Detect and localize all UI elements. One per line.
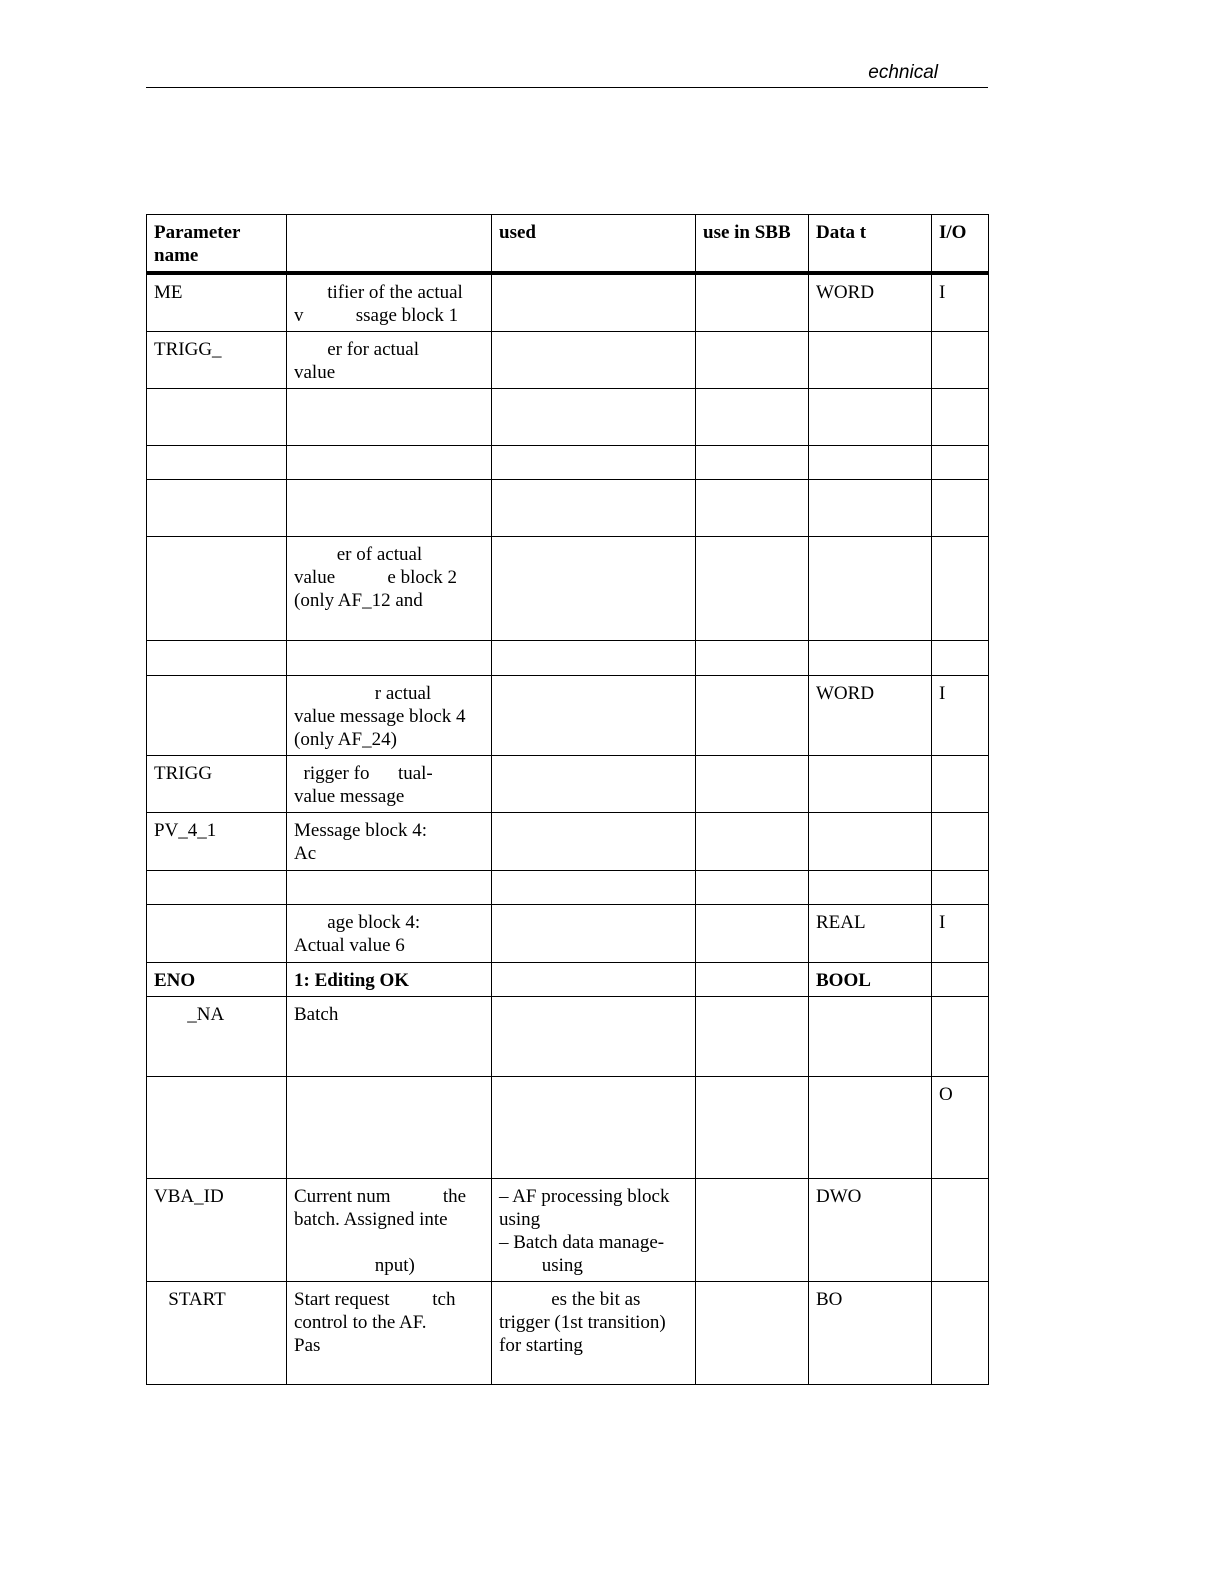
cell-parameter-name [147, 389, 287, 446]
cell-parameter-name: TRIGG_ [147, 332, 287, 389]
cell-use-in-sbb [696, 813, 809, 871]
cell-used [492, 480, 696, 537]
cell-used [492, 756, 696, 813]
column-header-description [287, 215, 492, 274]
cell-use-in-sbb [696, 997, 809, 1077]
table-row [147, 871, 989, 905]
cell-use-in-sbb [696, 537, 809, 641]
cell-data-type: BOOL [809, 963, 932, 997]
cell-use-in-sbb [696, 905, 809, 963]
cell-description: Current num the batch. Assigned inte nput) [287, 1179, 492, 1282]
cell-io: I [932, 273, 989, 332]
cell-used [492, 871, 696, 905]
table-row [147, 756, 989, 813]
cell-parameter-name: ENO [147, 963, 287, 997]
cell-used: es the bit as trigger (1st transition) for starting [492, 1282, 696, 1385]
table-row [147, 997, 989, 1077]
cell-io [932, 641, 989, 676]
cell-use-in-sbb [696, 389, 809, 446]
cell-data-type [809, 389, 932, 446]
parameter-table [146, 214, 989, 1385]
cell-io [932, 871, 989, 905]
cell-description: Batch [287, 997, 492, 1077]
table-row [147, 1282, 989, 1385]
table-row [147, 813, 989, 871]
column-header-use-in-sbb: use in SBB [696, 215, 809, 274]
cell-use-in-sbb [696, 1077, 809, 1179]
table-row [147, 537, 989, 641]
table-header-row [147, 215, 989, 274]
cell-description: er of actual value e block 2 (only AF_12 and [287, 537, 492, 641]
cell-data-type: REAL [809, 905, 932, 963]
cell-data-type [809, 1077, 932, 1179]
cell-description: age block 4: Actual value 6 [287, 905, 492, 963]
cell-io [932, 963, 989, 997]
table-row [147, 1179, 989, 1282]
cell-parameter-name [147, 871, 287, 905]
cell-io [932, 480, 989, 537]
cell-io [932, 1282, 989, 1385]
cell-parameter-name: PV_4_1 [147, 813, 287, 871]
cell-data-type: WORD [809, 273, 932, 332]
cell-io: I [932, 676, 989, 756]
cell-data-type: DWO [809, 1179, 932, 1282]
cell-parameter-name: _NA [147, 997, 287, 1077]
cell-use-in-sbb [696, 1282, 809, 1385]
cell-data-type [809, 446, 932, 480]
cell-description: er for actual value [287, 332, 492, 389]
cell-description: tifier of the actual v ssage block 1 [287, 273, 492, 332]
cell-used [492, 641, 696, 676]
cell-use-in-sbb [696, 871, 809, 905]
cell-data-type [809, 480, 932, 537]
cell-io [932, 756, 989, 813]
cell-used [492, 446, 696, 480]
cell-used [492, 813, 696, 871]
cell-io [932, 537, 989, 641]
cell-use-in-sbb [696, 641, 809, 676]
cell-used [492, 676, 696, 756]
table-row [147, 332, 989, 389]
cell-data-type [809, 997, 932, 1077]
column-header-used: used [492, 215, 696, 274]
table-row [147, 446, 989, 480]
cell-description [287, 1077, 492, 1179]
column-header-data-type: Data t [809, 215, 932, 274]
cell-use-in-sbb [696, 756, 809, 813]
cell-use-in-sbb [696, 273, 809, 332]
cell-io [932, 997, 989, 1077]
table-row [147, 389, 989, 446]
running-header-title: echnical [868, 62, 938, 83]
cell-data-type: WORD [809, 676, 932, 756]
cell-description: Message block 4: Ac [287, 813, 492, 871]
cell-io [932, 1179, 989, 1282]
cell-parameter-name: START [147, 1282, 287, 1385]
table-row [147, 676, 989, 756]
cell-data-type [809, 332, 932, 389]
table-row [147, 480, 989, 537]
cell-used [492, 537, 696, 641]
cell-use-in-sbb [696, 446, 809, 480]
cell-parameter-name [147, 480, 287, 537]
cell-description [287, 480, 492, 537]
cell-used [492, 997, 696, 1077]
cell-used [492, 389, 696, 446]
cell-io [932, 813, 989, 871]
cell-used: – AF processing block using – Batch data manage- using [492, 1179, 696, 1282]
column-header-parameter-name: Parameter name [147, 215, 287, 274]
cell-use-in-sbb [696, 1179, 809, 1282]
cell-data-type [809, 641, 932, 676]
cell-io [932, 332, 989, 389]
cell-parameter-name [147, 537, 287, 641]
cell-data-type [809, 537, 932, 641]
cell-use-in-sbb [696, 332, 809, 389]
cell-use-in-sbb [696, 676, 809, 756]
cell-data-type: BO [809, 1282, 932, 1385]
cell-use-in-sbb [696, 963, 809, 997]
cell-description: 1: Editing OK [287, 963, 492, 997]
cell-parameter-name [147, 905, 287, 963]
table-row [147, 905, 989, 963]
cell-data-type [809, 871, 932, 905]
table-row [147, 273, 989, 332]
cell-used [492, 905, 696, 963]
cell-data-type [809, 813, 932, 871]
cell-data-type [809, 756, 932, 813]
cell-used [492, 332, 696, 389]
cell-parameter-name [147, 1077, 287, 1179]
cell-parameter-name: ME [147, 273, 287, 332]
cell-description: Start request tch control to the AF. Pas [287, 1282, 492, 1385]
cell-description [287, 871, 492, 905]
column-header-io: I/O [932, 215, 989, 274]
table-row [147, 1077, 989, 1179]
cell-description [287, 446, 492, 480]
cell-io: O [932, 1077, 989, 1179]
table-row [147, 963, 989, 997]
cell-parameter-name: VBA_ID [147, 1179, 287, 1282]
cell-io [932, 446, 989, 480]
cell-parameter-name [147, 641, 287, 676]
cell-used [492, 963, 696, 997]
cell-description [287, 389, 492, 446]
cell-used [492, 1077, 696, 1179]
cell-io [932, 389, 989, 446]
cell-use-in-sbb [696, 480, 809, 537]
table-row [147, 641, 989, 676]
cell-io: I [932, 905, 989, 963]
cell-description [287, 641, 492, 676]
cell-description: rigger fo tual- value message [287, 756, 492, 813]
cell-parameter-name [147, 446, 287, 480]
cell-used [492, 273, 696, 332]
cell-parameter-name [147, 676, 287, 756]
cell-description: r actual value message block 4 (only AF_24) [287, 676, 492, 756]
running-header [146, 60, 988, 88]
cell-parameter-name: TRIGG [147, 756, 287, 813]
